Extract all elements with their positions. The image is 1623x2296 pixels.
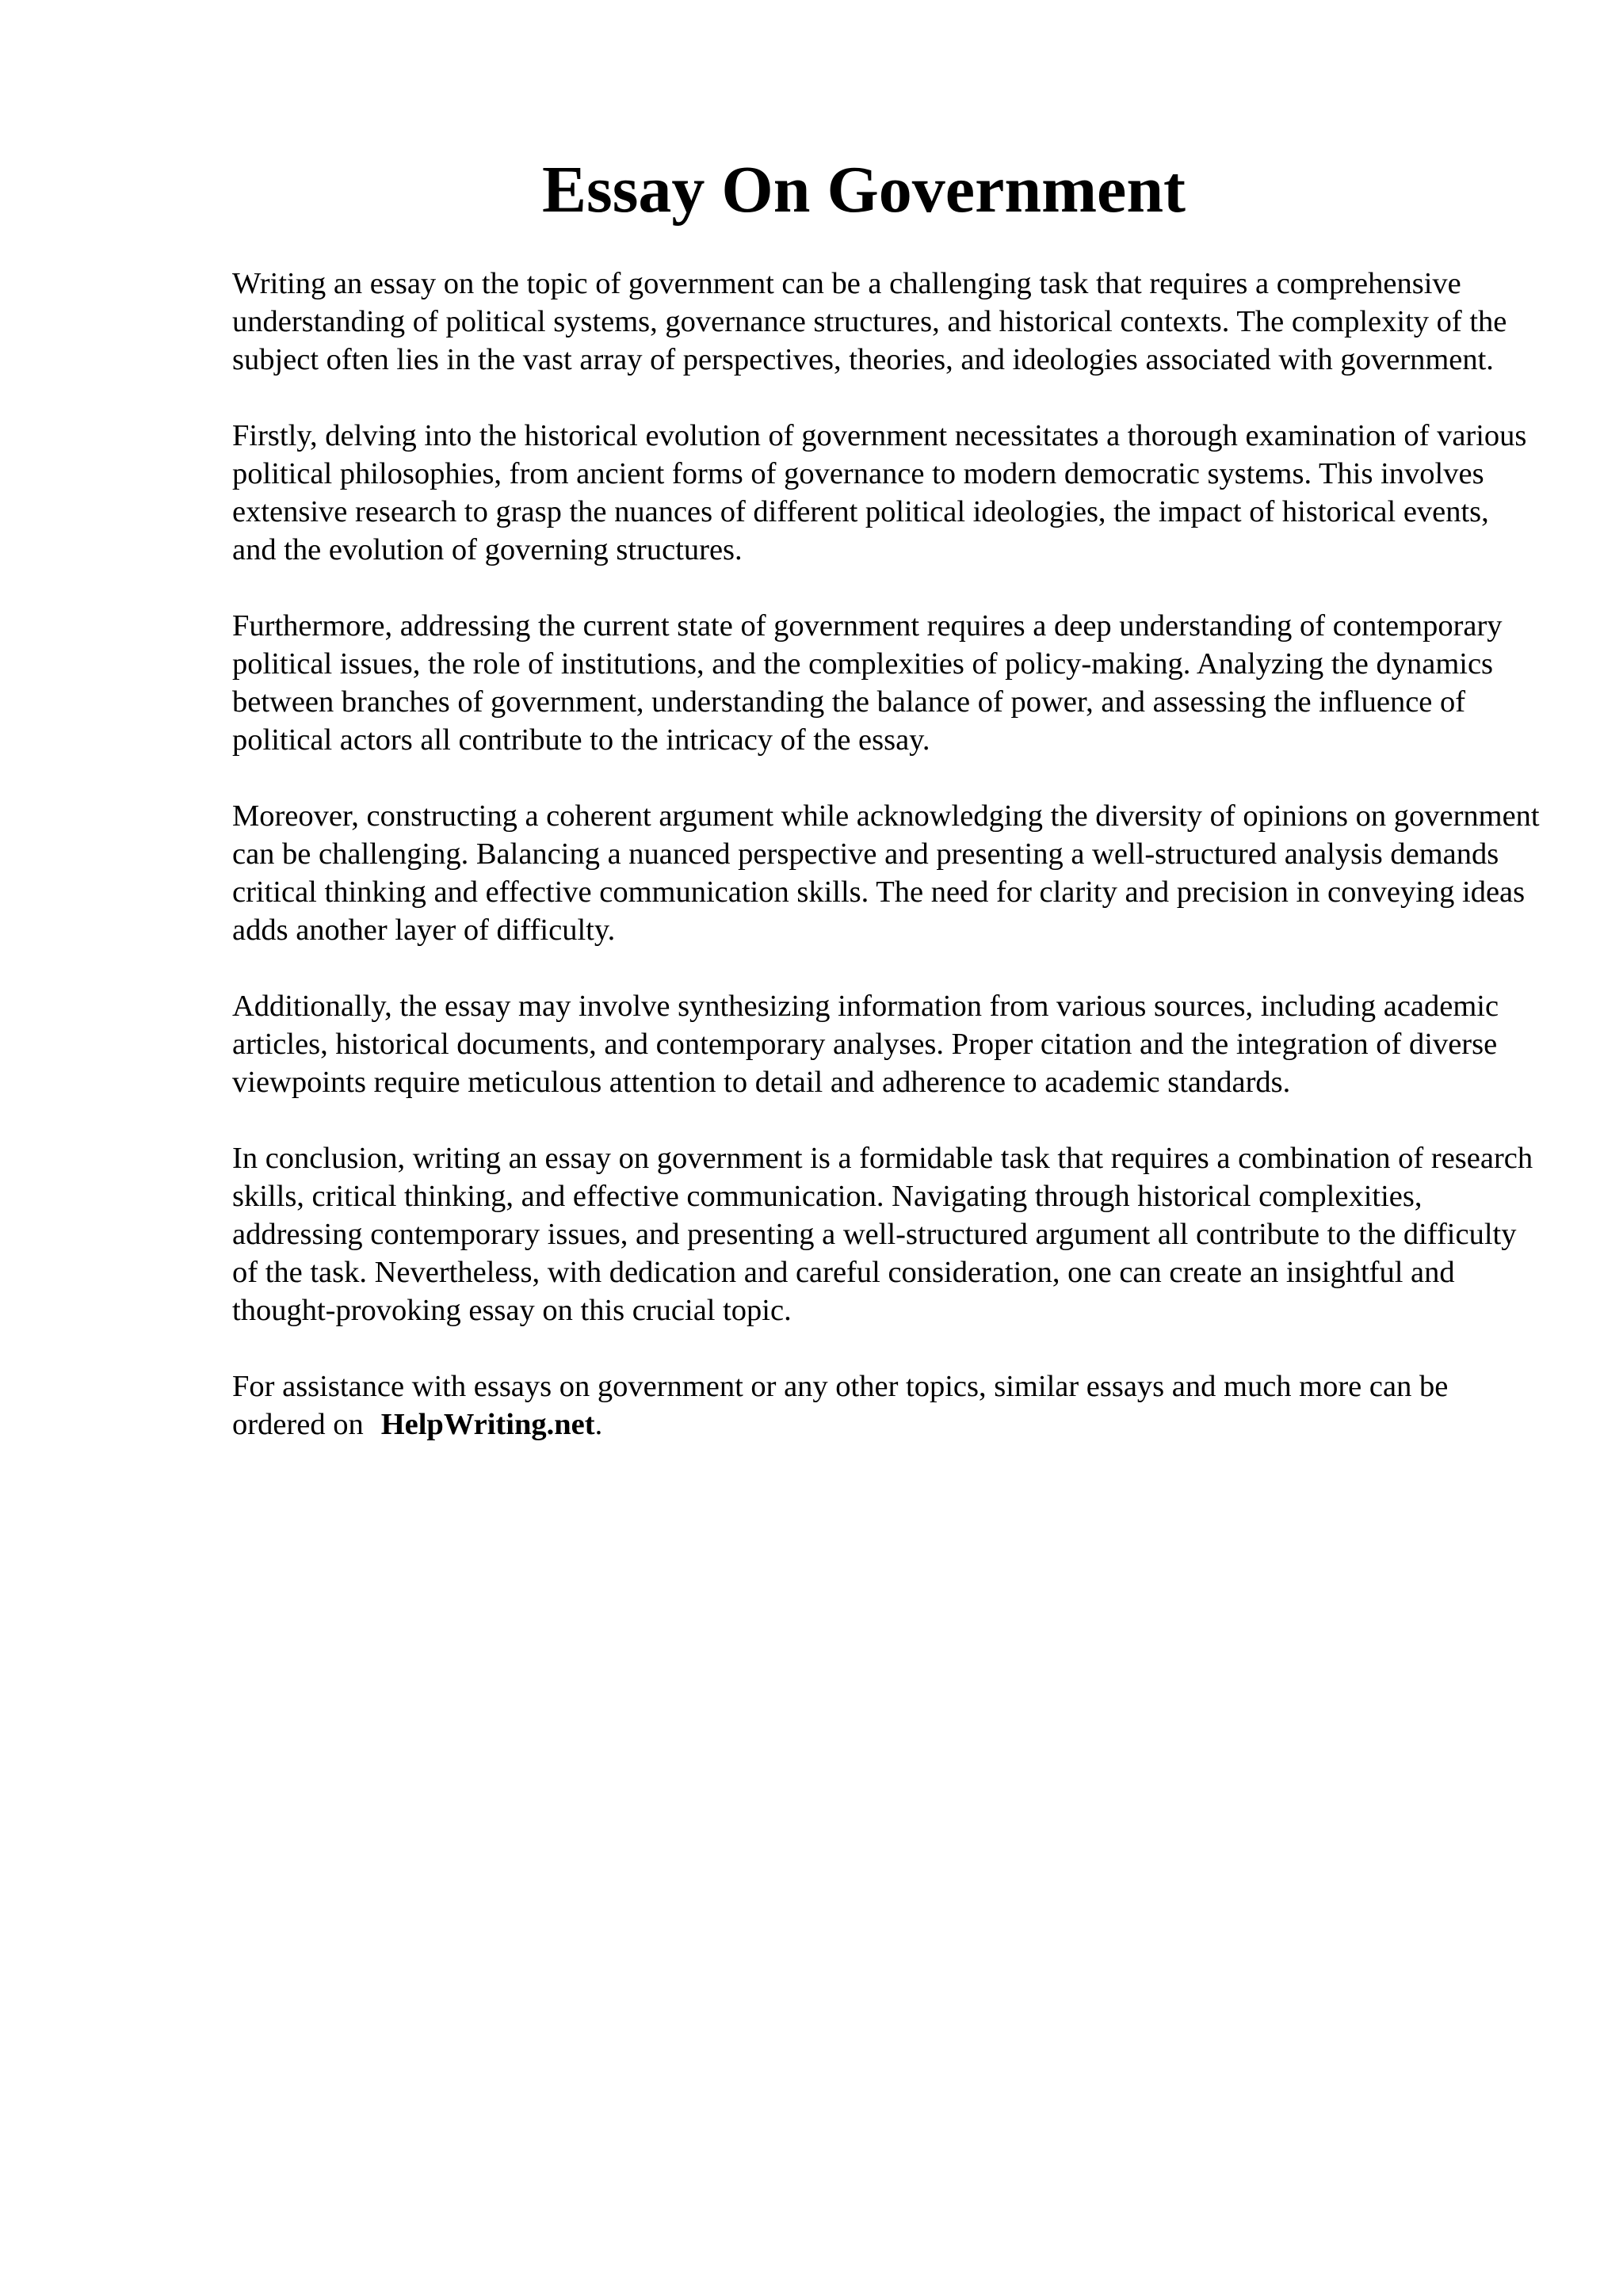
- document-title: Essay On Government: [541, 153, 1186, 227]
- paragraph-firstly: Firstly, delving into the historical evolution of government necessitates a thorough examination of various political philosophies, from ancient forms of governance to modern democratic systems. This involves extensive research to grasp the nuances of different political ideologies, the impact of historical events, and the evolution of governing structures.: [232, 419, 1527, 566]
- closing-text: For assistance with essays on government or any other topics, similar essays and much more can be ordered on: [232, 1370, 1449, 1441]
- paragraph-additionally: Additionally, the essay may involve synthesizing information from various sources, including academic articles, historical documents, and contemporary analyses. Proper citation and the integration of diverse viewpoints require meticulous attention to detail and adherence to academic standards.: [232, 990, 1499, 1099]
- closing-period: .: [594, 1408, 603, 1441]
- paragraph-moreover: Moreover, constructing a coherent argument while acknowledging the diversity of opinions on government can be challenging. Balancing a nuanced perspective and presenting a well-structured analysis demands critical thinking and effective communication skills. The need for clarity and precision in conveying ideas adds another layer of difficulty.: [232, 799, 1540, 947]
- paragraph-intro: Writing an essay on the topic of government can be a challenging task that requires a comprehensive understanding of political systems, governance structures, and historical contexts. The complexity of the subject often lies in the vast array of perspectives, theories, and ideologies associated with government.: [232, 267, 1507, 376]
- paragraph-furthermore: Furthermore, addressing the current state of government requires a deep understanding of contemporary political issues, the role of institutions, and the complexities of policy-making. Analyzing the dynamics between branches of government, understanding the balance of power, and assessing the influence of political actors all contribute to the intricacy of the essay.: [232, 609, 1503, 757]
- paragraph-closing: [232, 1367, 1540, 1444]
- document-body: [232, 265, 1540, 1482]
- brand-link[interactable]: HelpWriting.net: [380, 1408, 595, 1441]
- paragraph-conclusion: In conclusion, writing an essay on government is a formidable task that requires a combination of research skills, critical thinking, and effective communication. Navigating through historical complexities, addressing contemporary issues, and presenting a well-structured argument all contribute to the difficulty of the task. Nevertheless, with dedication and careful consideration, one can create an insightful and thought-provoking essay on this crucial topic.: [232, 1142, 1533, 1327]
